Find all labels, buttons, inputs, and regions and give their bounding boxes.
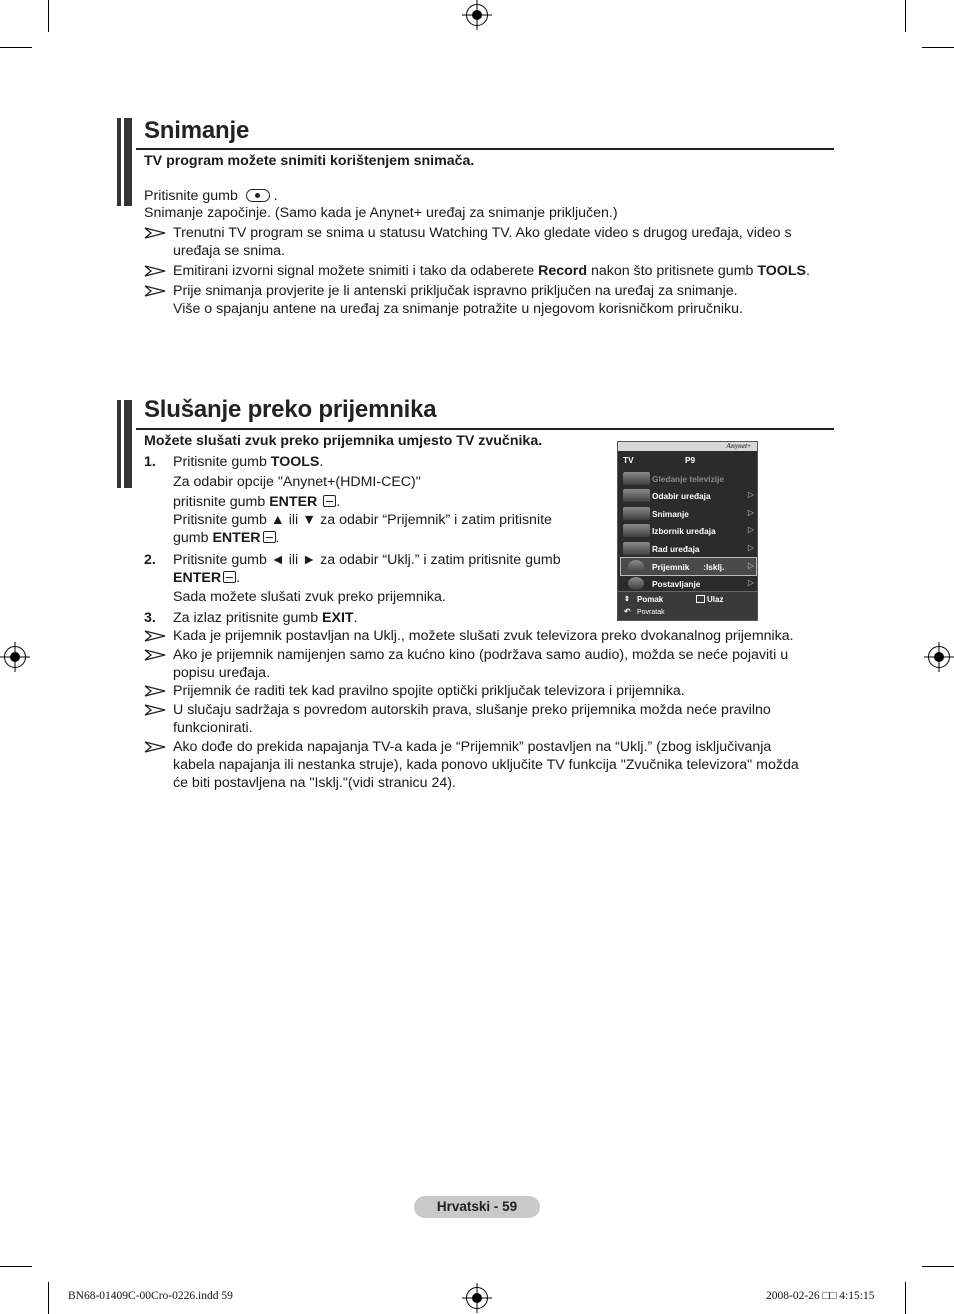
- crop-mark: [48, 1282, 49, 1314]
- anynet-logo: Anynet+: [726, 442, 751, 450]
- note-text: funkcionirati.: [173, 720, 253, 736]
- step-number: 2.: [144, 552, 156, 568]
- page-number-badge: Hrvatski - 59: [414, 1196, 540, 1218]
- tv-menu-item[interactable]: Izbornik uređaja ▷: [621, 522, 756, 539]
- note-text: Trenutni TV program se snima u statusu Watching TV. Ako gledate video s drugog uređaja, video s: [173, 225, 792, 241]
- note-text: Ako dođe do prekida napajanja TV-a kada je “Prijemnik” postavljen na “Uklj.” (zbog isključivanja: [173, 739, 772, 755]
- registration-mark-icon: [466, 1287, 488, 1309]
- tv-menu-item[interactable]: Odabir uređaja ▷: [621, 487, 756, 504]
- crop-mark: [905, 1282, 906, 1314]
- submenu-arrow-icon: ▷: [747, 490, 754, 499]
- step-text: Pritisnite gumb TOOLS.: [173, 454, 324, 470]
- note-text: Emitirani izvorni signal možete snimiti i tako da odaberete Record nakon što pritisnete gumb TOOLS.: [173, 263, 810, 279]
- note-text: Više o spajanju antene na uređaj za snimanje potražite u njegovom korisničkom priručniku.: [173, 301, 743, 317]
- step-text: Pritisnite gumb ◄ ili ► za odabir “Uklj.” i zatim pritisnite gumb: [173, 552, 561, 568]
- print-slug-date: 2008-02-26 □□ 4:15:15: [766, 1290, 875, 1302]
- registration-mark-icon: [466, 4, 488, 26]
- move-icon: ⇕: [624, 596, 630, 603]
- submenu-arrow-icon: ▷: [747, 543, 754, 552]
- tv-menu-topbar: [618, 442, 757, 451]
- note-text: Kada je prijemnik postavljan na Uklj., možete slušati zvuk televizora preko dvokanalnog prijemnika.: [173, 628, 794, 644]
- note-text: uređaja se snima.: [173, 243, 285, 259]
- crop-mark: [922, 1266, 954, 1267]
- receiver-icon: [628, 560, 644, 573]
- print-slug-file: BN68-01409C-00Cro-0226.indd 59: [68, 1290, 233, 1302]
- recorder-icon: [623, 507, 650, 520]
- section-bar: [124, 400, 132, 488]
- section-title: Slušanje preko prijemnika: [144, 396, 437, 423]
- step-text: ENTER .: [173, 570, 241, 586]
- step-text: Za odabir opcije "Anynet+(HDMI-CEC)": [173, 474, 421, 490]
- submenu-arrow-icon: ▷: [747, 525, 754, 534]
- settings-gear-icon: [628, 577, 644, 590]
- registration-mark-icon: [928, 646, 950, 668]
- section-bar: [117, 400, 121, 488]
- section-bar: [124, 118, 132, 206]
- step-number: 3.: [144, 610, 156, 626]
- crop-mark: [0, 47, 32, 48]
- submenu-arrow-icon: ▷: [747, 578, 754, 587]
- note-text: popisu uređaja.: [173, 665, 271, 681]
- step-text: Sada možete slušati zvuk preko prijemnika.: [173, 589, 446, 605]
- press-record-line: Pritisnite gumb .: [144, 188, 278, 204]
- enter-icon: [696, 595, 705, 603]
- note-text: Ako je prijemnik namijenjen samo za kućno kino (podržava samo audio), možda se neće pojaviti u: [173, 647, 789, 663]
- tv-menu-item[interactable]: Postavljanje ▷: [621, 575, 756, 592]
- note-text: će biti postavljena na "Isklj."(vidi stranicu 24).: [173, 775, 456, 791]
- section-title: Snimanje: [144, 117, 250, 144]
- note-arrow-icon: [144, 685, 166, 697]
- section-bar: [117, 118, 121, 206]
- tv-menu-item[interactable]: Snimanje ▷: [621, 505, 756, 522]
- note-arrow-icon: [144, 741, 166, 753]
- tv-thumbnail-icon: [623, 472, 650, 485]
- crop-mark: [48, 0, 49, 32]
- note-arrow-icon: [144, 649, 166, 661]
- return-label: Povratak: [637, 609, 665, 616]
- note-text: Prijemnik će raditi tek kad pravilno spojite optički priključak televizora i prijemnika.: [173, 683, 685, 699]
- note-arrow-icon: [144, 285, 166, 297]
- return-icon: ↶: [624, 607, 631, 616]
- tv-menu-item[interactable]: Gledanje televizije: [621, 470, 756, 487]
- tv-menu-item-selected[interactable]: Prijemnik :Isklj. ▷: [621, 558, 756, 575]
- note-text: Prije snimanja provjerite je li antenski priključak ispravno priključen na uređaj za snimanje.: [173, 283, 738, 299]
- crop-mark: [922, 47, 954, 48]
- submenu-arrow-icon: ▷: [747, 561, 754, 570]
- step-text: pritisnite gumb ENTER .: [173, 494, 341, 510]
- note-text: kabela napajanja ili nestanka struje), kada ponovo uključite TV funkcija "Zvučnika televizora" možda: [173, 757, 799, 773]
- enter-icon: [223, 571, 236, 583]
- device-operation-icon: [623, 542, 650, 555]
- step-number: 1.: [144, 454, 156, 470]
- tv-menu-help-bar: [618, 591, 757, 620]
- enter-icon: [323, 495, 336, 507]
- section-rule: [136, 148, 834, 150]
- crop-mark: [0, 1266, 32, 1267]
- step-text: Pritisnite gumb ▲ ili ▼ za odabir “Prijemnik” i zatim pritisnite: [173, 512, 552, 528]
- section-intro: TV program možete snimiti korištenjem snimača.: [144, 153, 475, 169]
- section-rule: [136, 428, 834, 430]
- note-arrow-icon: [144, 704, 166, 716]
- tv-menu-item[interactable]: Rad uređaja ▷: [621, 540, 756, 557]
- submenu-arrow-icon: ▷: [747, 508, 754, 517]
- enter-icon: [263, 531, 276, 543]
- step-text: gumb ENTER .: [173, 530, 280, 546]
- tv-menu-screenshot: [617, 441, 758, 621]
- device-menu-icon: [623, 524, 650, 537]
- move-label: Pomak: [637, 595, 664, 604]
- note-arrow-icon: [144, 630, 166, 642]
- section-intro: Možete slušati zvuk preko prijemnika umjesto TV zvučnika.: [144, 433, 543, 449]
- body-text: Snimanje započinje. (Samo kada je Anynet+ uređaj za snimanje priključen.): [144, 205, 618, 221]
- note-arrow-icon: [144, 227, 166, 239]
- step-text: Za izlaz pritisnite gumb EXIT.: [173, 610, 358, 626]
- registration-mark-icon: [4, 646, 26, 668]
- enter-label: Ulaz: [707, 595, 724, 604]
- crop-mark: [905, 0, 906, 32]
- note-text: U slučaju sadržaja s povredom autorskih prava, slušanje preko prijemnika možda neće pravilno: [173, 702, 771, 718]
- device-select-icon: [623, 489, 650, 502]
- note-arrow-icon: [144, 265, 166, 277]
- tv-channel: P9: [685, 455, 696, 465]
- record-button-icon: [246, 189, 270, 202]
- tv-source: TV: [623, 455, 634, 465]
